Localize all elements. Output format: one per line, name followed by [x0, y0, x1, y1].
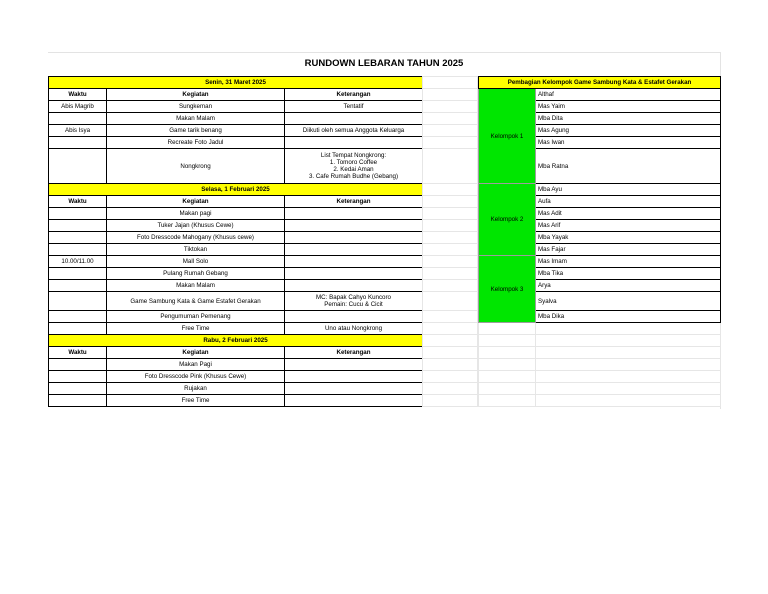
gap-cell	[423, 196, 478, 208]
schedule-row	[49, 371, 423, 383]
gap-cell	[423, 383, 478, 395]
column-header-kegiatan: Kegiatan	[107, 196, 285, 208]
gap-row	[423, 335, 478, 347]
column-header-kegiatan: Kegiatan	[107, 89, 285, 101]
gap-row	[423, 268, 478, 280]
column-header-row	[49, 89, 423, 101]
gap-cell	[423, 125, 478, 137]
gap-cell	[423, 101, 478, 113]
cell-waktu	[49, 371, 107, 383]
groups-table	[478, 76, 721, 407]
gap-row	[423, 311, 478, 323]
cell-waktu	[49, 359, 107, 371]
column-header-waktu: Waktu	[49, 347, 107, 359]
empty-cell	[479, 383, 536, 395]
schedule-row	[49, 137, 423, 149]
cell-waktu	[49, 292, 107, 311]
cell-kegiatan: Tiktokan	[107, 244, 285, 256]
cell-keterangan: Tentatif	[285, 101, 423, 113]
cell-keterangan	[285, 137, 423, 149]
empty-cell	[536, 347, 721, 359]
gap-cell	[423, 323, 478, 335]
empty-row	[479, 371, 721, 383]
cell-kegiatan: Free Time	[107, 323, 285, 335]
schedule-row	[49, 395, 423, 407]
group-member: Mba Ratna	[536, 149, 721, 184]
gap-row	[423, 280, 478, 292]
column-header-row	[49, 196, 423, 208]
cell-keterangan	[285, 311, 423, 323]
cell-keterangan: MC: Bapak Cahyo Kuncoro Pemain: Cucu & Cicit	[285, 292, 423, 311]
cell-kegiatan: Game tarik benang	[107, 125, 285, 137]
cell-keterangan: List Tempat Nongkrong: 1. Tomoro Coffee 2. Kedai Aman 3. Cafe Rumah Budhe (Gebang)	[285, 149, 423, 184]
day-header: Selasa, 1 Februari 2025	[49, 184, 423, 196]
gap-cell	[423, 395, 478, 407]
cell-keterangan	[285, 268, 423, 280]
empty-cell	[536, 383, 721, 395]
cell-kegiatan: Game Sambung Kata & Game Estafet Gerakan	[107, 292, 285, 311]
group-member: Arya	[536, 280, 721, 292]
cell-kegiatan: Mall Solo	[107, 256, 285, 268]
cell-waktu	[49, 383, 107, 395]
cell-kegiatan: Rujakan	[107, 383, 285, 395]
cell-kegiatan: Makan Malam	[107, 113, 285, 125]
empty-cell	[479, 371, 536, 383]
gap-row	[423, 149, 478, 184]
empty-row	[479, 359, 721, 371]
schedule-row	[49, 232, 423, 244]
group-member: Mas Yaim	[536, 101, 721, 113]
gap-cell	[423, 268, 478, 280]
cell-waktu	[49, 113, 107, 125]
cell-keterangan	[285, 395, 423, 407]
cell-keterangan	[285, 220, 423, 232]
empty-cell	[479, 359, 536, 371]
gap-cell	[423, 77, 478, 89]
gap-row	[423, 101, 478, 113]
schedule-row	[49, 323, 423, 335]
cell-waktu	[49, 311, 107, 323]
cell-kegiatan: Makan Pagi	[107, 359, 285, 371]
empty-cell	[536, 359, 721, 371]
schedule-table	[48, 76, 423, 407]
cell-keterangan	[285, 244, 423, 256]
day-header: Rabu, 2 Februari 2025	[49, 335, 423, 347]
empty-cell	[536, 371, 721, 383]
gap-cell	[423, 220, 478, 232]
gap-row	[423, 125, 478, 137]
cell-waktu	[49, 232, 107, 244]
groups-header-row	[479, 77, 721, 89]
group-member: Mba Dika	[536, 311, 721, 323]
empty-row	[479, 323, 721, 335]
empty-cell	[536, 323, 721, 335]
cell-kegiatan: Foto Dresscode Mahogany (Khusus cewe)	[107, 232, 285, 244]
cell-keterangan	[285, 232, 423, 244]
schedule-row	[49, 280, 423, 292]
schedule-row	[49, 359, 423, 371]
column-header-waktu: Waktu	[49, 196, 107, 208]
schedule-row	[49, 311, 423, 323]
column-header-keterangan: Keterangan	[285, 196, 423, 208]
groups-header: Pembagian Kelompok Game Sambung Kata & Estafet Gerakan	[479, 77, 721, 89]
schedule-row	[49, 268, 423, 280]
gap-cell	[423, 232, 478, 244]
group-member: Aufa	[536, 196, 721, 208]
group-member-row	[479, 256, 721, 268]
grid-gap-column	[422, 76, 478, 407]
cell-kegiatan: Recreate Foto Jadul	[107, 137, 285, 149]
group-member: Mas Adit	[536, 208, 721, 220]
group-member-row	[479, 89, 721, 101]
gap-row	[423, 244, 478, 256]
group-member: Mas Iwan	[536, 137, 721, 149]
cell-kegiatan: Pulang Rumah Gebang	[107, 268, 285, 280]
empty-cell	[479, 323, 536, 335]
schedule-row	[49, 292, 423, 311]
empty-cell	[479, 395, 536, 407]
cell-kegiatan: Pengumuman Pemenang	[107, 311, 285, 323]
gap-row	[423, 137, 478, 149]
cell-kegiatan: Free Time	[107, 395, 285, 407]
group-name: Kelompok 1	[479, 89, 536, 184]
gap-row	[423, 371, 478, 383]
cell-waktu	[49, 137, 107, 149]
gap-row	[423, 208, 478, 220]
cell-keterangan	[285, 359, 423, 371]
column-header-row	[49, 347, 423, 359]
gap-row	[423, 232, 478, 244]
cell-waktu	[49, 268, 107, 280]
schedule-row	[49, 101, 423, 113]
gap-cell	[423, 137, 478, 149]
group-member: Syalva	[536, 292, 721, 311]
cell-keterangan: Uno atau Nongkrong	[285, 323, 423, 335]
empty-cell	[479, 335, 536, 347]
schedule-row	[49, 244, 423, 256]
gap-cell	[423, 335, 478, 347]
cell-waktu	[49, 323, 107, 335]
group-member: Mas Agung	[536, 125, 721, 137]
column-header-keterangan: Keterangan	[285, 89, 423, 101]
group-member: Mba Yayak	[536, 232, 721, 244]
page-title: RUNDOWN LEBARAN TAHUN 2025	[304, 58, 464, 69]
gap-cell	[423, 311, 478, 323]
empty-cell	[536, 335, 721, 347]
empty-row	[479, 395, 721, 407]
group-member-row	[479, 184, 721, 196]
cell-keterangan	[285, 256, 423, 268]
cell-keterangan: Diikuti oleh semua Anggota Keluarga	[285, 125, 423, 137]
gap-cell	[423, 113, 478, 125]
day-header-row	[49, 184, 423, 196]
schedule-row	[49, 149, 423, 184]
gap-cell	[423, 256, 478, 268]
cell-waktu	[49, 149, 107, 184]
gap-row	[423, 292, 478, 311]
gap-row	[423, 395, 478, 407]
group-member: Mas Fajar	[536, 244, 721, 256]
cell-keterangan	[285, 113, 423, 125]
gap-cell	[423, 280, 478, 292]
gap-row	[423, 383, 478, 395]
gap-cell	[423, 149, 478, 184]
column-header-waktu: Waktu	[49, 89, 107, 101]
schedule-row	[49, 208, 423, 220]
schedule-row	[49, 383, 423, 395]
group-member: Mba Ayu	[536, 184, 721, 196]
gap-cell	[423, 359, 478, 371]
cell-waktu	[49, 208, 107, 220]
cell-waktu: Abis Isya	[49, 125, 107, 137]
gap-row	[423, 220, 478, 232]
gap-cell	[423, 292, 478, 311]
group-member: Mas Arif	[536, 220, 721, 232]
cell-kegiatan: Makan pagi	[107, 208, 285, 220]
schedule-row	[49, 113, 423, 125]
group-name: Kelompok 2	[479, 184, 536, 256]
empty-cell	[479, 347, 536, 359]
schedule-row	[49, 125, 423, 137]
cell-kegiatan: Nongkrong	[107, 149, 285, 184]
group-member: Mba Dita	[536, 113, 721, 125]
cell-keterangan	[285, 371, 423, 383]
day-header-row	[49, 335, 423, 347]
gap-row	[423, 184, 478, 196]
group-member: Mas Imam	[536, 256, 721, 268]
cell-waktu	[49, 280, 107, 292]
gap-row	[423, 77, 478, 89]
gap-cell	[423, 244, 478, 256]
empty-row	[479, 383, 721, 395]
gap-row	[423, 347, 478, 359]
empty-cell	[536, 395, 721, 407]
gap-cell	[423, 371, 478, 383]
cell-waktu	[49, 244, 107, 256]
column-header-kegiatan: Kegiatan	[107, 347, 285, 359]
cell-kegiatan: Sungkeman	[107, 101, 285, 113]
gap-row	[423, 323, 478, 335]
cell-keterangan	[285, 208, 423, 220]
gap-row	[423, 196, 478, 208]
gap-cell	[423, 89, 478, 101]
gap-cell	[423, 184, 478, 196]
cell-waktu	[49, 395, 107, 407]
empty-row	[479, 347, 721, 359]
empty-row	[479, 335, 721, 347]
gap-row	[423, 256, 478, 268]
group-member: Althaf	[536, 89, 721, 101]
gap-cell	[423, 347, 478, 359]
cell-kegiatan: Foto Dresscode Pink (Khusus Cewe)	[107, 371, 285, 383]
group-member: Mba Tika	[536, 268, 721, 280]
column-header-keterangan: Keterangan	[285, 347, 423, 359]
cell-waktu	[49, 220, 107, 232]
schedule-row	[49, 256, 423, 268]
day-header-row	[49, 77, 423, 89]
cell-waktu: Abis Magrib	[49, 101, 107, 113]
gap-row	[423, 89, 478, 101]
schedule-row	[49, 220, 423, 232]
cell-kegiatan: Tuker Jajan (Khusus Cewe)	[107, 220, 285, 232]
day-header: Senin, 31 Maret 2025	[49, 77, 423, 89]
gap-row	[423, 113, 478, 125]
gap-row	[423, 359, 478, 371]
group-name: Kelompok 3	[479, 256, 536, 323]
gap-cell	[423, 208, 478, 220]
cell-keterangan	[285, 383, 423, 395]
cell-kegiatan: Makan Malam	[107, 280, 285, 292]
cell-keterangan	[285, 280, 423, 292]
cell-waktu: 10.00/11.00	[49, 256, 107, 268]
